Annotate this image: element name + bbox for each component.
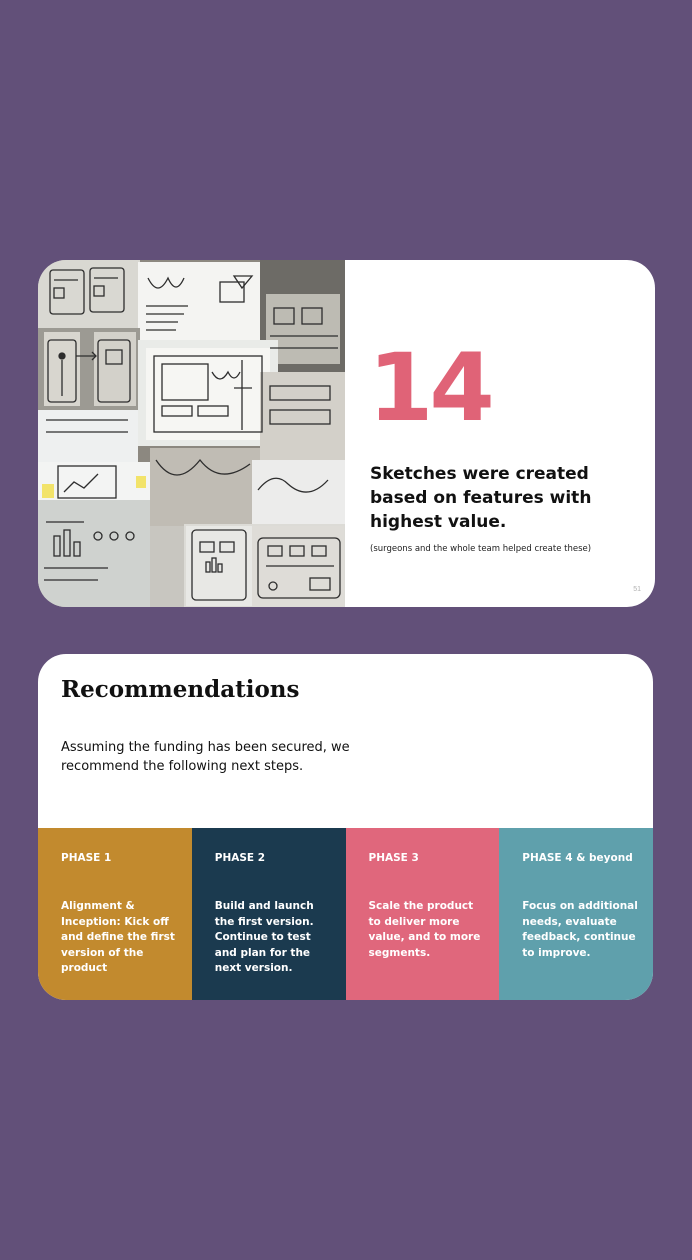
- page-number: 51: [633, 586, 641, 593]
- sketch-note: (surgeons and the whole team helped create these): [370, 544, 592, 554]
- phase-3-card: [346, 828, 500, 1000]
- sketch-summary: Sketches were created based on features with highest value.: [370, 464, 592, 532]
- phase-2-title: PHASE 2: [214, 852, 266, 864]
- phase-1-card: [38, 828, 192, 1000]
- phase-3-description: Scale the product to deliver more value, and to more segments.: [368, 900, 481, 959]
- phase-row: [38, 828, 653, 1000]
- phase-4-title: PHASE 4 & beyond: [522, 852, 633, 864]
- phase-1-title: PHASE 1: [61, 852, 112, 864]
- phase-2-description: Build and launch the first version. Continue to test and plan for the next version.: [214, 900, 314, 974]
- phase-3-title: PHASE 3: [368, 852, 419, 864]
- sketch-collage-image: [38, 260, 345, 607]
- recommendations-intro: Assuming the funding has been secured, we recommend the following next steps.: [61, 740, 350, 774]
- sketch-collage-illustration: [38, 260, 345, 607]
- phase-4-card: [499, 828, 653, 1000]
- phase-4-description: Focus on additional needs, evaluate feedback, continue to improve.: [522, 900, 638, 959]
- phase-2-card: [192, 828, 346, 1000]
- page-title: Recommendations: [61, 676, 300, 703]
- sketches-slide: [38, 260, 655, 607]
- sketch-count: 14: [368, 334, 491, 443]
- phase-1-description: Alignment & Inception: Kick off and define the first version of the product: [61, 900, 175, 974]
- recommendations-slide: [38, 654, 653, 1000]
